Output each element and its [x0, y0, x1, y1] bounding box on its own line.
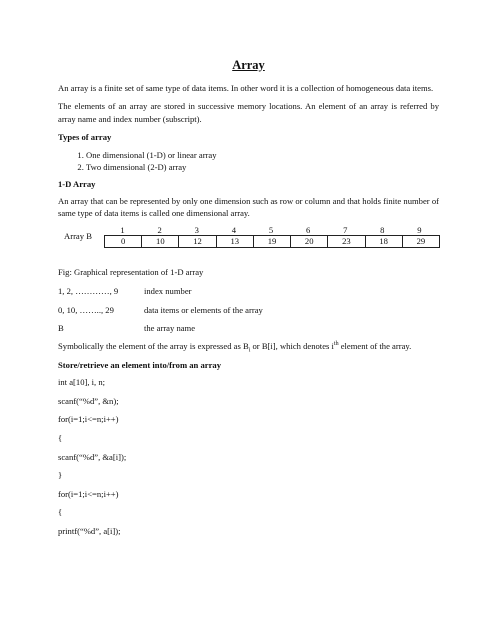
value-cell: 13	[216, 236, 253, 247]
code-line: scanf(“%d”, &n);	[58, 395, 119, 406]
code-line: scanf(“%d”, &a[i]);	[58, 451, 127, 462]
code-block	[58, 376, 439, 537]
code-line: int a[10], i, n;	[58, 377, 106, 388]
definition-row	[58, 304, 439, 316]
value-cell: 20	[290, 236, 327, 247]
page-title: Array	[232, 58, 265, 72]
definition-desc: index number	[144, 286, 192, 297]
array-diagram	[58, 226, 439, 248]
elements-paragraph: The elements of an array are stored in successive memory locations. An element of an array is referred by array name and index number (subscript).	[58, 101, 439, 124]
value-cell: 23	[327, 236, 364, 247]
figure-caption: Fig: Graphical representation of 1-D array	[58, 266, 204, 277]
index-cell: 9	[417, 224, 422, 235]
index-row	[104, 225, 438, 235]
index-cell: 8	[380, 224, 385, 235]
definition-row	[58, 285, 439, 297]
definition-desc: the array name	[144, 323, 196, 334]
value-row	[104, 235, 440, 248]
definition-term: 0, 10, …….., 29	[58, 304, 114, 315]
value-cell: 10	[141, 236, 178, 247]
list-item: 2. Two dimensional (2-D) array	[86, 161, 439, 173]
index-cell: 1	[120, 224, 125, 235]
code-line: {	[58, 433, 63, 444]
definition-term: B	[58, 323, 64, 334]
value-cell: 29	[402, 236, 439, 247]
store-heading: Store/retrieve an element into/from an array	[58, 359, 221, 370]
list-item: 1. One dimensional (1-D) or linear array	[86, 149, 439, 161]
value-cell: 18	[365, 236, 402, 247]
code-line: {	[58, 507, 63, 518]
types-heading: Types of array	[58, 132, 112, 143]
code-line: for(i=1;i<=n;i++)	[58, 488, 119, 499]
intro-paragraph: An array is a finite set of same type of data items. In other word it is a collection of homogeneous data items.	[58, 83, 434, 93]
definition-row	[58, 322, 439, 334]
index-cell: 6	[305, 224, 311, 235]
value-cell: 12	[178, 236, 215, 247]
symbolic-paragraph: Symbolically the element of the array is expressed as $B_i$ or B[i], which denotes $i^{th}$ element of the array.	[58, 341, 412, 355]
definition-term: 1, 2, …………, 9	[58, 286, 119, 297]
types-list	[58, 149, 439, 173]
code-line: printf(“%d”, a[i]);	[58, 526, 121, 537]
index-cell: 3	[194, 224, 199, 235]
index-cell: 2	[157, 224, 162, 235]
code-line: for(i=1;i<=n;i++)	[58, 414, 119, 425]
value-cell: 0	[120, 235, 126, 246]
index-cell: 7	[343, 224, 348, 235]
index-cell: 4	[231, 224, 237, 235]
definition-desc: data items or elements of the array	[144, 304, 263, 315]
oned-paragraph: An array that can be represented by only one dimension such as row or column and that holds finite number of same type of data items is called one dimensional array.	[58, 196, 439, 219]
value-cell: 19	[253, 236, 290, 247]
index-cell: 5	[268, 224, 274, 235]
oned-heading: 1-D Array	[58, 178, 96, 189]
code-line: }	[58, 470, 63, 481]
array-label: Array B	[64, 230, 92, 241]
document-page	[58, 58, 439, 544]
